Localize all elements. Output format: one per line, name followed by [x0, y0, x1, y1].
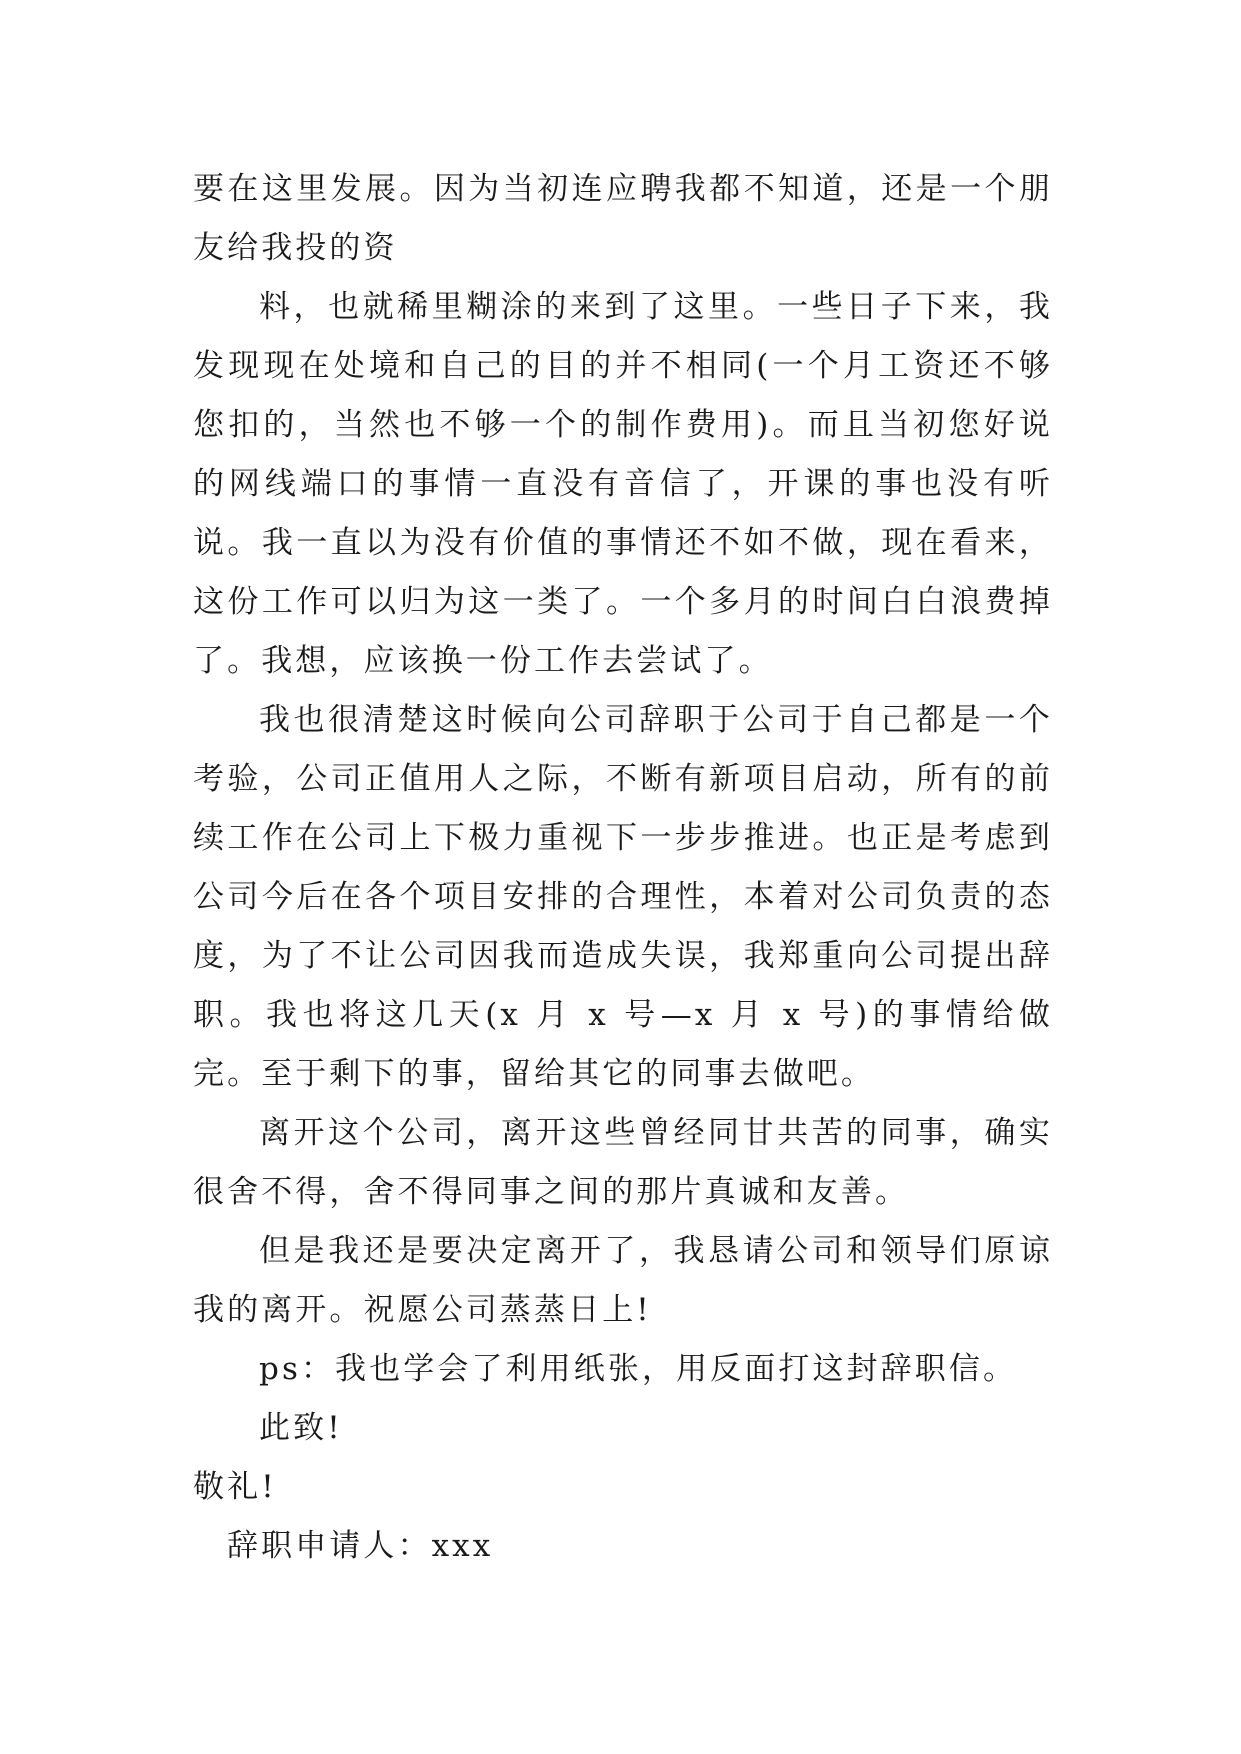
closing-phrase: 此致!	[259, 1410, 343, 1446]
salutation: 敬礼!	[193, 1469, 277, 1505]
letter-body	[193, 160, 1053, 1576]
paragraph-3: 我也很清楚这时候向公司辞职于公司于自己都是一个考验，公司正值用人之际，不断有新项目启动，所有的前续工作在公司上下极力重视下一步步推进。也正是考虑到公司今后在各个项目安排的合理性，本着对公司负责的态度，为了不让公司因我而造成失误，我郑重向公司提出辞职。我也将这几天(x 月 x 号—x 月 x 号)的事情给做完。至于剩下的事，留给其它的同事去做吧。	[193, 702, 1053, 1092]
paragraph-1: 要在这里发展。因为当初连应聘我都不知道，还是一个朋友给我投的资	[193, 171, 1053, 266]
paragraph-4: 离开这个公司，离开这些曾经同甘共苦的同事，确实很舍不得，舍不得同事之间的那片真诚和友善。	[193, 1115, 1053, 1210]
applicant-signature: 辞职申请人：xxx	[227, 1528, 494, 1564]
postscript: ps：我也学会了利用纸张，用反面打这封辞职信。	[259, 1351, 1018, 1387]
paragraph-2: 料，也就稀里糊涂的来到了这里。一些日子下来，我发现现在处境和自己的目的并不相同(一个月工资还不够您扣的，当然也不够一个的制作费用)。而且当初您好说的网线端口的事情一直没有音信了，开课的事也没有听说。我一直以为没有价值的事情还不如不做，现在看来，这份工作可以归为这一类了。一个多月的时间白白浪费掉了。我想，应该换一份工作去尝试了。	[193, 289, 1053, 679]
paragraph-5: 但是我还是要决定离开了，我恳请公司和领导们原谅我的离开。祝愿公司蒸蒸日上!	[193, 1233, 1053, 1328]
